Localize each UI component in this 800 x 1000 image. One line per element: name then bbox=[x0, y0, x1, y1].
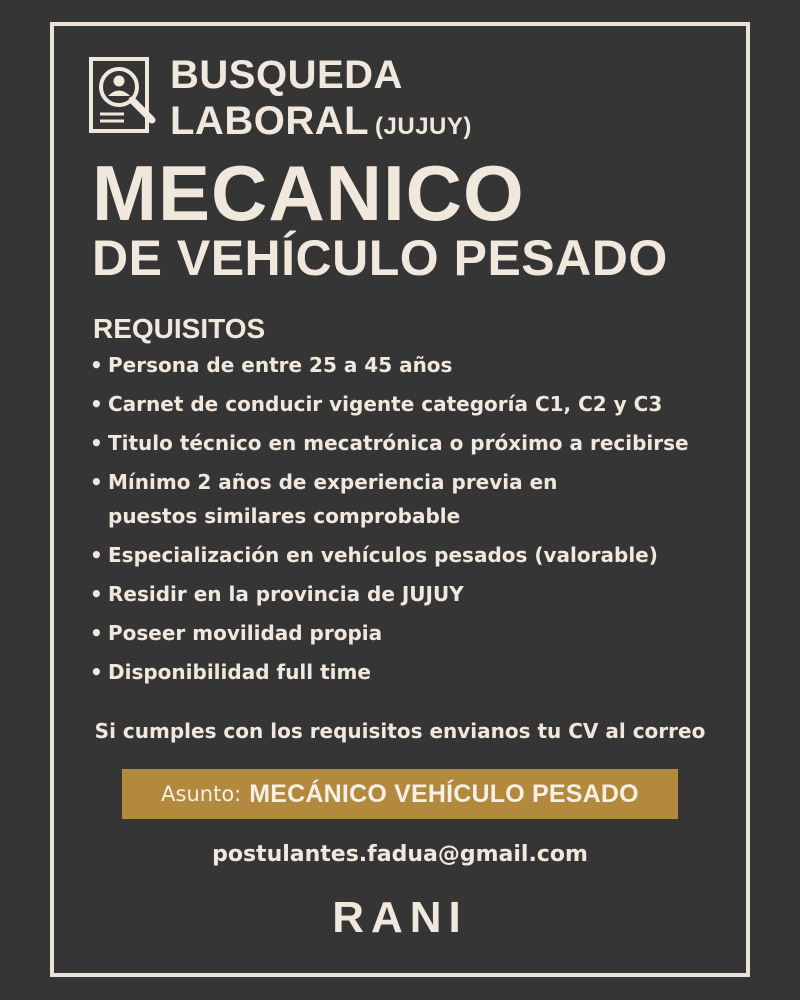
requirements-list bbox=[90, 348, 740, 694]
position-subtitle: DE VEHÍCULO PESADO bbox=[92, 230, 668, 286]
subject-value: MECÁNICO VEHÍCULO PESADO bbox=[249, 779, 639, 808]
header-laboral-text: LABORAL bbox=[170, 99, 370, 143]
requirement-item: • Poseer movilidad propia bbox=[90, 616, 740, 650]
header-line-busqueda: BUSQUEDA bbox=[170, 53, 403, 97]
requirements-title: REQUISITOS bbox=[93, 313, 266, 344]
requirement-item: • Mínimo 2 años de experiencia previa en puestos similares comprobable bbox=[90, 465, 608, 533]
requirement-item: • Especialización en vehículos pesados (valorable) bbox=[90, 538, 740, 572]
requirement-item: • Titulo técnico en mecatrónica o próximo a recibirse bbox=[90, 426, 740, 460]
subject-banner bbox=[122, 769, 678, 819]
requirement-item: • Persona de entre 25 a 45 años bbox=[90, 348, 740, 382]
header-line-laboral bbox=[170, 98, 472, 150]
position-title: MECANICO bbox=[92, 149, 525, 237]
requirement-item: • Disponibilidad full time bbox=[90, 655, 740, 689]
contact-email[interactable]: postulantes.fadua@gmail.com bbox=[212, 842, 588, 867]
brand-logo: RANI bbox=[332, 893, 468, 942]
requirement-item: • Residir en la provincia de JUJUY bbox=[90, 577, 740, 611]
job-search-icon bbox=[88, 56, 162, 136]
subject-label: Asunto: bbox=[161, 782, 242, 806]
call-to-action: Si cumples con los requisitos envianos tu CV al correo bbox=[94, 719, 706, 743]
header-location: (JUJUY) bbox=[375, 113, 472, 140]
requirement-item: • Carnet de conducir vigente categoría C1, C2 y C3 bbox=[90, 387, 740, 421]
